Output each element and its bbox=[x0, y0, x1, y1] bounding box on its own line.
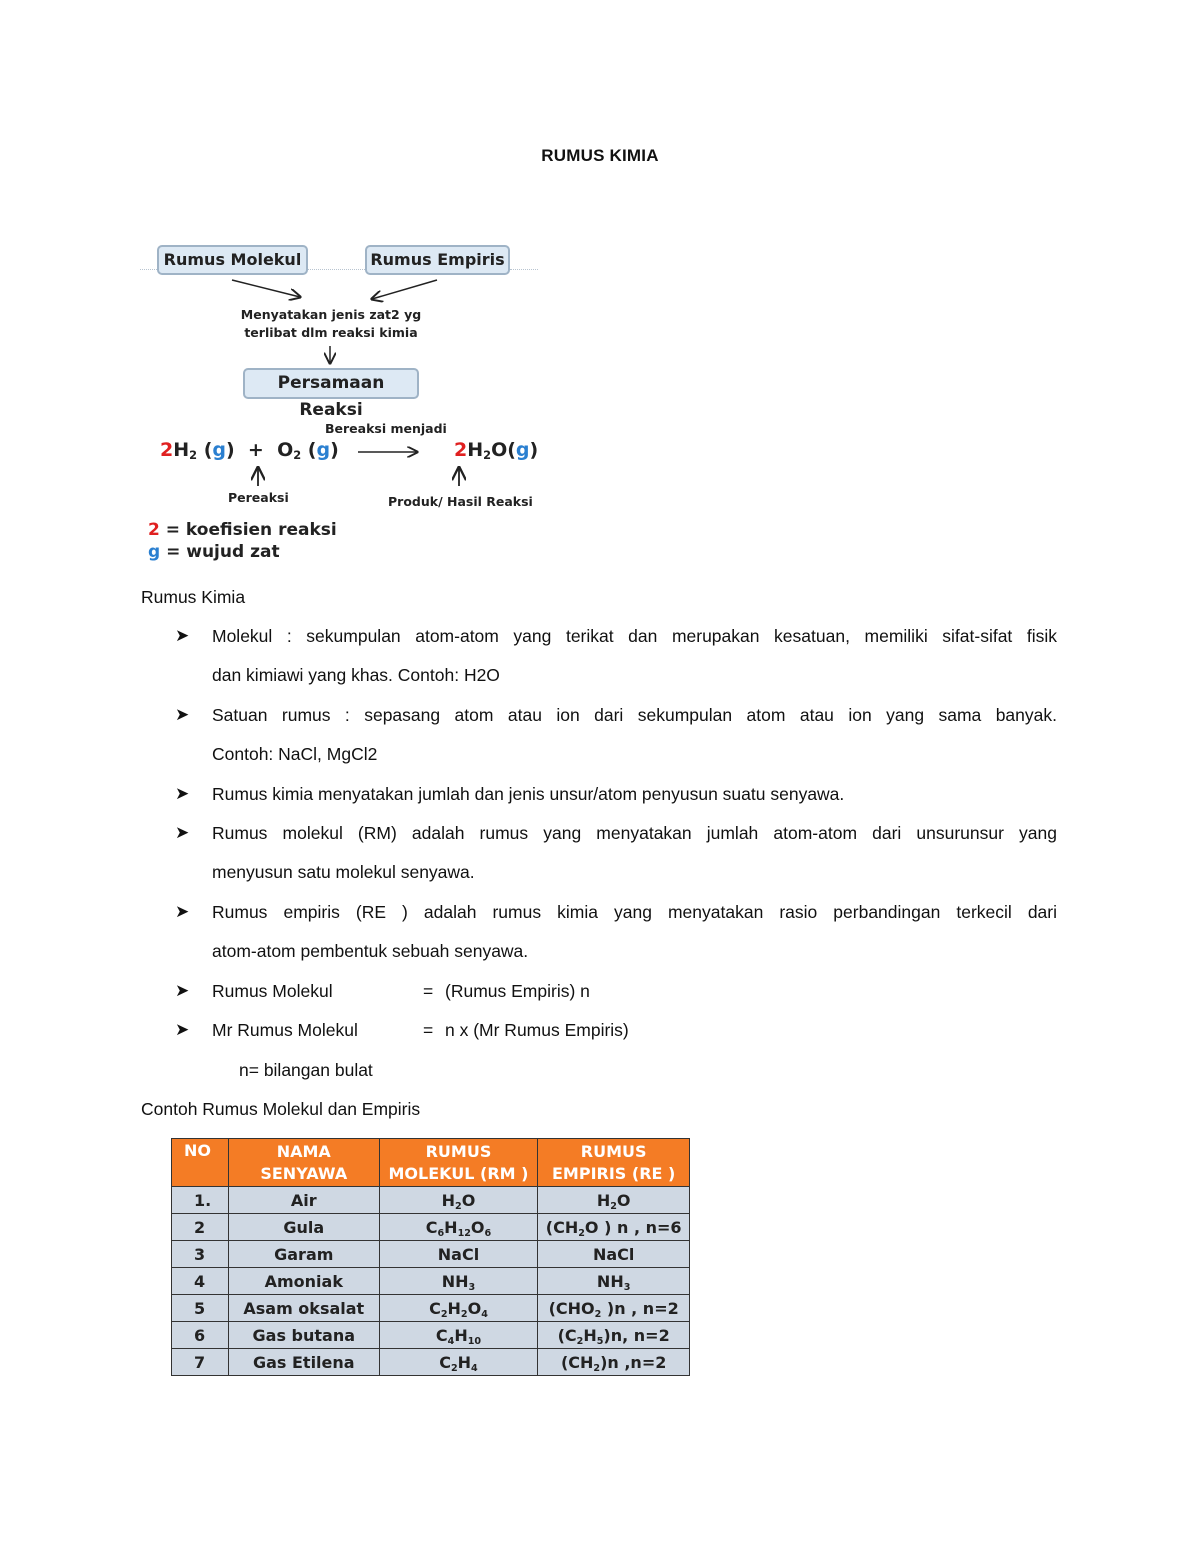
table-row bbox=[172, 1295, 690, 1322]
table-heading: Contoh Rumus Molekul dan Empiris bbox=[141, 1099, 421, 1119]
header-nama: NAMA SENYAWA bbox=[228, 1139, 379, 1187]
arrow-bullet-icon: ➤ bbox=[175, 902, 190, 921]
arrow-molekul bbox=[232, 280, 300, 297]
legend-text: = koefisien reaksi bbox=[159, 520, 337, 540]
desc-line: Menyatakan jenis zat2 yg bbox=[240, 307, 422, 322]
bullet-line: Molekul : sekumpulan atom-atom yang terikat dan merupakan kesatuan, memiliki sifat-sifat fisik bbox=[212, 626, 1057, 646]
legend-wujud bbox=[148, 542, 280, 562]
arrow-bullet-icon: ➤ bbox=[175, 784, 190, 803]
formula-right: (Rumus Empiris) n bbox=[445, 981, 590, 1001]
header-rm: RUMUS MOLEKUL (RM ) bbox=[379, 1139, 538, 1187]
cell-rm: $C_2H_2O_4$ bbox=[379, 1295, 538, 1322]
legend-text: = wujud zat bbox=[160, 542, 280, 562]
cell-rm: NaCl bbox=[379, 1241, 538, 1268]
bullet-item bbox=[212, 617, 1057, 695]
bullet-line: Rumus empiris (RE ) adalah rumus kimia yang menyatakan rasio perbandingan terkecil dari bbox=[212, 902, 1057, 922]
cell-re: ($CHO_2$ )n , n=2 bbox=[538, 1295, 690, 1322]
table-row bbox=[172, 1349, 690, 1376]
formula-left: Mr Rumus Molekul bbox=[212, 1020, 358, 1040]
cell-rm: $C_6H_{12}O_6$ bbox=[379, 1214, 538, 1241]
formula-equals: = bbox=[423, 981, 434, 1001]
bullet-line: Rumus molekul (RM) adalah rumus yang menyatakan jumlah atom-atom dari unsurunsur yang bbox=[212, 823, 1057, 843]
cell-re: $H_2O$ bbox=[538, 1187, 690, 1214]
rumus-empiris-box: Rumus Empiris bbox=[365, 245, 510, 275]
arrow-bullet-icon: ➤ bbox=[175, 626, 190, 645]
cell-rm: $C_4H_{10}$ bbox=[379, 1322, 538, 1349]
diagram-description bbox=[220, 306, 442, 342]
header-re: RUMUS EMPIRIS (RE ) bbox=[538, 1139, 690, 1187]
page-title: RUMUS KIMIA bbox=[541, 146, 659, 165]
bullet-item bbox=[212, 696, 1057, 774]
cell-no: 7 bbox=[172, 1349, 229, 1376]
bullet-item bbox=[212, 893, 1057, 971]
cell-no: 1. bbox=[172, 1187, 229, 1214]
bullet-item bbox=[212, 814, 1057, 892]
formula-equals: = bbox=[423, 1020, 434, 1040]
cell-re: $(CH_2)n$ ,n=2 bbox=[538, 1349, 690, 1376]
bullet-item bbox=[212, 775, 1057, 814]
table-row bbox=[172, 1268, 690, 1295]
persamaan-reaksi-box: Persamaan Reaksi bbox=[243, 368, 419, 399]
cell-nama: Gula bbox=[228, 1214, 379, 1241]
cell-re: ($CH_2O$ ) n , n=6 bbox=[538, 1214, 690, 1241]
table-row bbox=[172, 1214, 690, 1241]
table-header-row bbox=[172, 1139, 690, 1187]
cell-rm: $C_2H_4$ bbox=[379, 1349, 538, 1376]
cell-nama: Asam oksalat bbox=[228, 1295, 379, 1322]
pereaksi-label: Pereaksi bbox=[228, 490, 289, 505]
cell-no: 3 bbox=[172, 1241, 229, 1268]
arrow-bullet-icon: ➤ bbox=[175, 981, 190, 1000]
bullet-line: atom-atom pembentuk sebuah senyawa. bbox=[212, 941, 529, 961]
product-equation: $2H_2O(g)$ bbox=[454, 439, 539, 462]
cell-no: 4 bbox=[172, 1268, 229, 1295]
arrow-bullet-icon: ➤ bbox=[175, 705, 190, 724]
produk-label: Produk/ Hasil Reaksi bbox=[388, 494, 533, 509]
cell-nama: Garam bbox=[228, 1241, 379, 1268]
rumus-molekul-box: Rumus Molekul bbox=[157, 245, 308, 275]
arrow-bullet-icon: ➤ bbox=[175, 1020, 190, 1039]
formula-table bbox=[171, 1138, 690, 1376]
table-row bbox=[172, 1241, 690, 1268]
cell-nama: Air bbox=[228, 1187, 379, 1214]
cell-nama: Amoniak bbox=[228, 1268, 379, 1295]
cell-re: $(C_2H_5)n$, n=2 bbox=[538, 1322, 690, 1349]
reaction-diagram bbox=[140, 236, 550, 566]
legend-key: g bbox=[148, 542, 161, 562]
cell-no: 5 bbox=[172, 1295, 229, 1322]
cell-no: 6 bbox=[172, 1322, 229, 1349]
arrow-empiris bbox=[372, 280, 437, 299]
cell-nama: Gas Etilena bbox=[228, 1349, 379, 1376]
section-heading: Rumus Kimia bbox=[141, 587, 246, 607]
formula-left: Rumus Molekul bbox=[212, 981, 333, 1001]
bullet-line: dan kimiawi yang khas. Contoh: H2O bbox=[212, 665, 500, 685]
header-no: NO bbox=[172, 1139, 229, 1187]
cell-no: 2 bbox=[172, 1214, 229, 1241]
desc-line: terlibat dlm reaksi kimia bbox=[244, 325, 418, 340]
bullet-line: Satuan rumus : sepasang atom atau ion dari sekumpulan atom atau ion yang sama banyak. bbox=[212, 705, 1057, 725]
n-note: n= bilangan bulat bbox=[239, 1060, 373, 1080]
cell-rm: $NH_3$ bbox=[379, 1268, 538, 1295]
cell-nama: Gas butana bbox=[228, 1322, 379, 1349]
table-row bbox=[172, 1187, 690, 1214]
legend-key: 2 bbox=[148, 520, 160, 540]
arrow-bullet-icon: ➤ bbox=[175, 823, 190, 842]
formula-right: n x (Mr Rumus Empiris) bbox=[445, 1020, 629, 1040]
bereaksi-label: Bereaksi menjadi bbox=[325, 421, 447, 436]
reactant-equation: $2H_2$ $(g) + O_2$ (g) bbox=[160, 439, 339, 462]
table-row bbox=[172, 1322, 690, 1349]
legend-koefisien bbox=[148, 520, 337, 540]
bullet-line: Rumus kimia menyatakan jumlah dan jenis unsur/atom penyusun suatu senyawa. bbox=[212, 784, 845, 804]
bullet-line: menyusun satu molekul senyawa. bbox=[212, 862, 475, 882]
cell-rm: $H_2O$ bbox=[379, 1187, 538, 1214]
bullet-line: Contoh: NaCl, MgCl2 bbox=[212, 744, 378, 764]
cell-re: NaCl bbox=[538, 1241, 690, 1268]
cell-re: $NH_3$ bbox=[538, 1268, 690, 1295]
